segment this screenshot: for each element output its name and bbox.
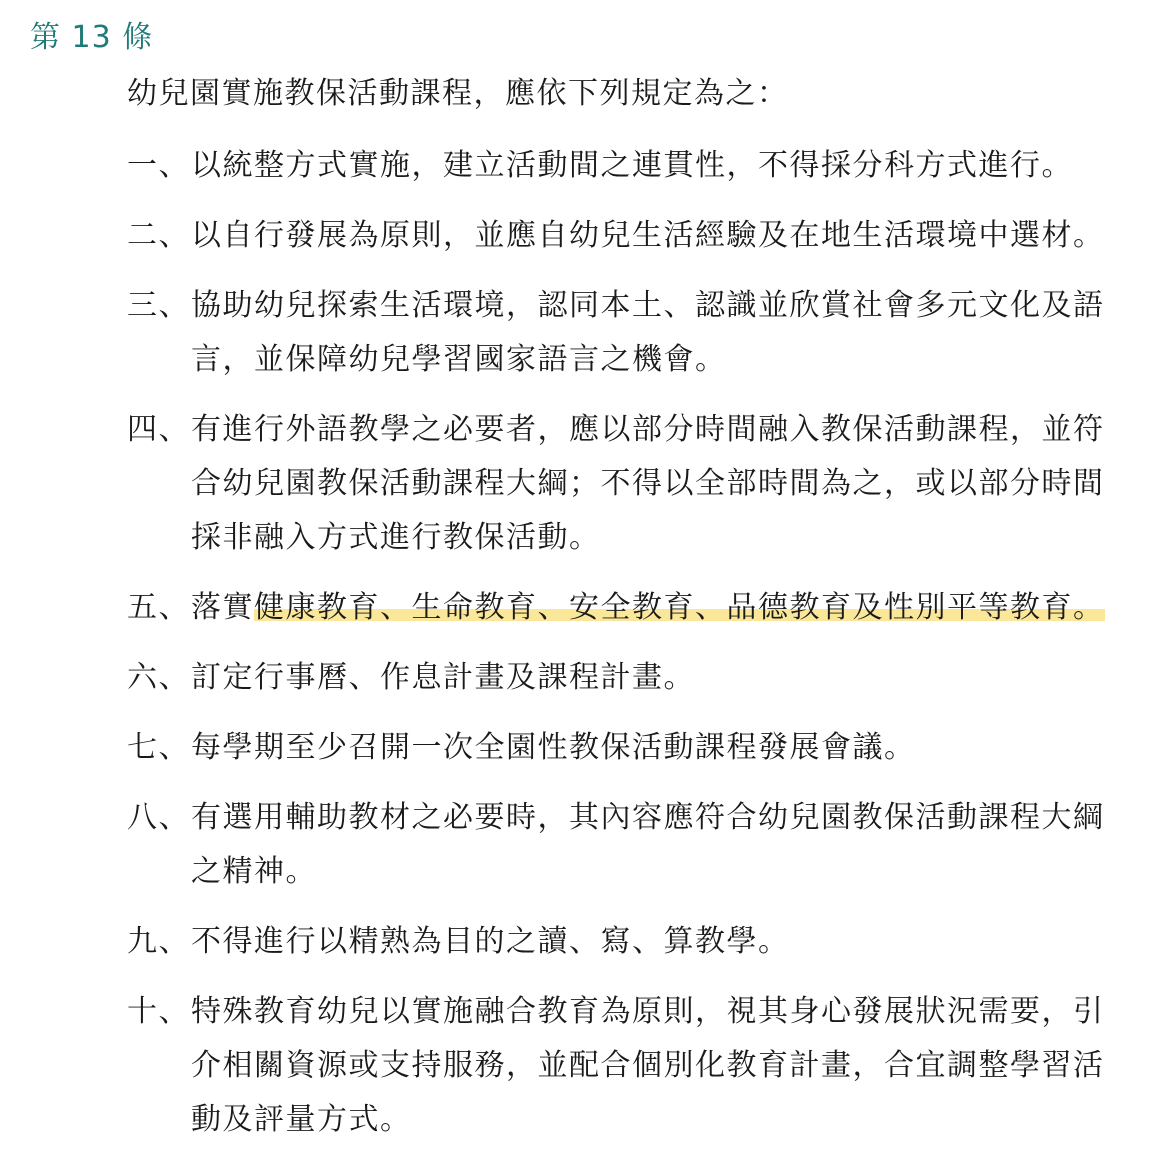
article-intro: 幼兒園實施教保活動課程，應依下列規定為之： [127,76,789,111]
item-number: 四、 [127,412,190,447]
item-text [191,581,1127,635]
item-text: 以統整方式實施，建立活動間之連貫性，不得採分科方式進行。 [191,148,1073,183]
item-text: 以自行發展為原則，並應自幼兒生活經驗及在地生活環境中選材。 [191,218,1105,253]
list-item-3 [127,279,1127,387]
item-number: 五、 [127,590,190,625]
article-title: 第 13 條 [30,20,154,55]
item-number: 七、 [127,730,190,765]
item-number: 九、 [127,924,190,959]
list-item-4 [127,403,1127,565]
item-text: 不得進行以精熟為目的之讀、寫、算教學。 [191,924,790,959]
highlighted-text: 健康教育、生命教育、安全教育、品德教育及性別平等教育。 [254,590,1105,625]
item-number: 六、 [127,660,190,695]
list-item-7 [127,721,1127,775]
item-number: 三、 [127,288,190,323]
item-text: 有選用輔助教材之必要時，其內容應符合幼兒園教保活動課程大綱之精神。 [191,800,1105,889]
item-list [127,139,1127,1163]
list-item-10 [127,985,1127,1147]
list-item-9 [127,915,1127,969]
item-number: 一、 [127,148,190,183]
item-number: 十、 [127,994,190,1029]
list-item-6 [127,651,1127,705]
item-text: 協助幼兒探索生活環境，認同本土、認識並欣賞社會多元文化及語言，並保障幼兒學習國家語言之機會。 [191,288,1105,377]
item-text: 訂定行事曆、作息計畫及課程計畫。 [191,660,695,695]
list-item-8 [127,791,1127,899]
item-number: 八、 [127,800,190,835]
item-text: 特殊教育幼兒以實施融合教育為原則，視其身心發展狀況需要，引介相關資源或支持服務，並配合個別化教育計畫，合宜調整學習活動及評量方式。 [191,994,1105,1137]
list-item-5 [127,581,1127,635]
item-text: 有進行外語教學之必要者，應以部分時間融入教保活動課程，並符合幼兒園教保活動課程大綱；不得以全部時間為之，或以部分時間採非融入方式進行教保活動。 [191,412,1105,555]
item-number: 二、 [127,218,190,253]
list-item-1 [127,139,1127,193]
item-text-prefix: 落實 [191,590,254,625]
list-item-2 [127,209,1127,263]
item-text: 每學期至少召開一次全園性教保活動課程發展會議。 [191,730,916,765]
